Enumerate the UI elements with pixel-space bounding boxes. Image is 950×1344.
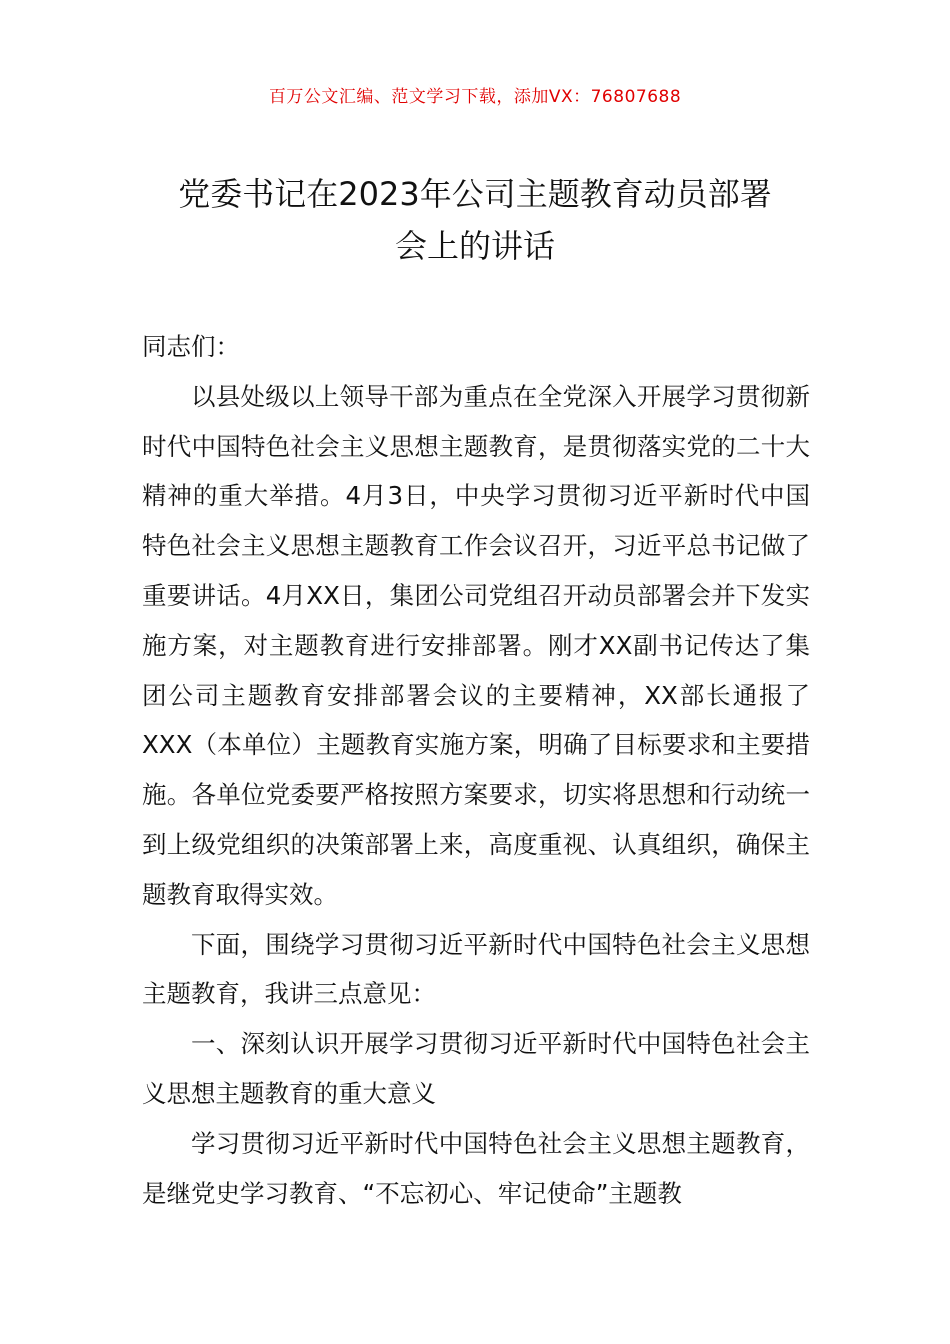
salutation: 同志们： — [142, 332, 240, 361]
title-line-2: 会上的讲话 — [394, 227, 555, 265]
paragraph-intro: 以县处级以上领导干部为重点在全党深入开展学习贯彻新时代中国特色社会主义思想主题教育，是贯彻落实党的二十大精神的重大举措。4月3日，中央学习贯彻习近平新时代中国特色社会主义思想主题教育工作会议召开，习近平总书记做了重要讲话。4月XX日，集团公司党组召开动员部署会并下发实施方案，对主题教育进行安排部署。刚才XX副书记传达了集团公司主题教育安排部署会议的主要精神，XX部长通报了XXX（本单位）主题教育实施方案，明确了目标要求和主要措施。各单位党委要严格按照方案要求，切实将思想和行动统一到上级党组织的决策部署上来，高度重视、认真组织，确保主题教育取得实效。 — [142, 381, 810, 909]
section-heading-1: 一、深刻认识开展学习贯彻习近平新时代中国特色社会主义思想主题教育的重大意义 — [142, 1029, 810, 1108]
paragraph-section-1: 学习贯彻习近平新时代中国特色社会主义思想主题教育，是继党史学习教育、“不忘初心、牢记使命”主题教 — [142, 1128, 810, 1208]
paragraph-transition: 下面，围绕学习贯彻习近平新时代中国特色社会主义思想主题教育，我讲三点意见： — [142, 929, 810, 1009]
title-line-1: 党委书记在2023年公司主题教育动员部署 — [178, 175, 772, 213]
document-title — [120, 168, 830, 272]
promo-banner: 百万公文汇编、范文学习下载，添加VX：76807688 — [268, 87, 682, 107]
document-body — [142, 322, 810, 1218]
